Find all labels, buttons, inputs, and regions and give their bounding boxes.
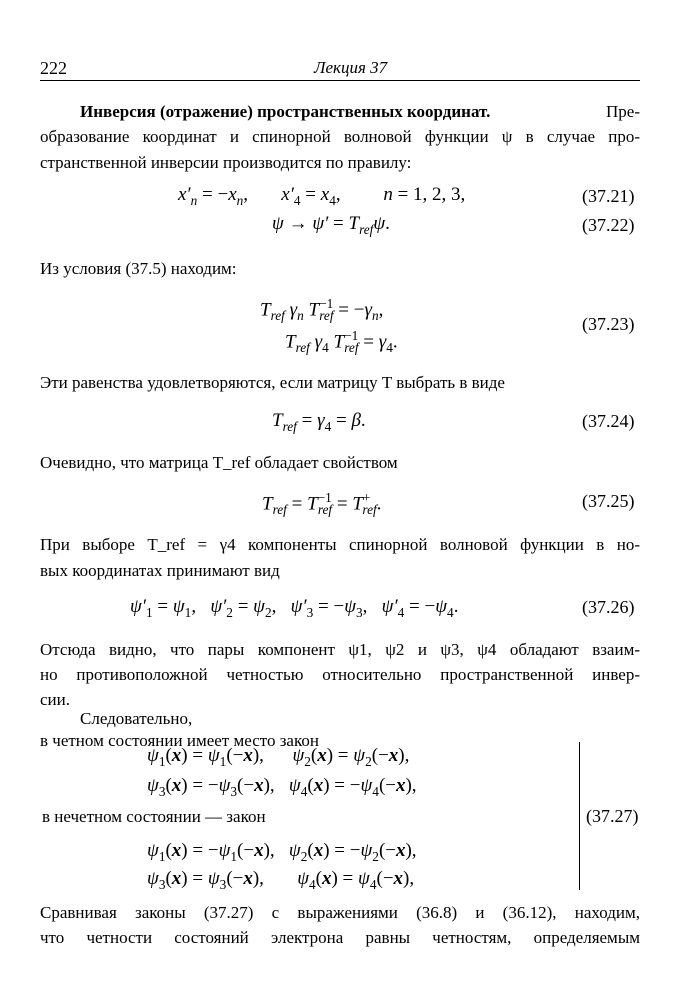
paragraph-5-line-1: При выборе T_ref = γ4 компоненты спинорной волновой функции в но-	[40, 535, 640, 554]
equation-37-25: $T_{ref} = T^{-1}_{ref} = T^+_{ref}$.	[262, 490, 382, 518]
equation-number-37-24: (37.24)	[582, 411, 635, 431]
equation-number-37-27: (37.27)	[586, 806, 639, 826]
equation-37-26: $\psi'_1 = \psi_1$, $\psi'_2 = \psi_2$, $\psi'_3 = -\psi_3$, $\psi'_4 = -\psi_4$.	[130, 596, 459, 620]
equation-group-bar	[579, 742, 580, 890]
paragraph-6-line-1: Отсюда видно, что пары компонент ψ1, ψ2 и ψ3, ψ4 обладают взаим-	[40, 640, 640, 659]
page-number: 222	[40, 58, 67, 78]
equation-37-23-line-2: $T_{ref}$ $\gamma_4$ $T^{-1}_{ref} = \gamma_4$.	[285, 328, 398, 356]
paragraph-1-line-3: странственной инверсии производится по правилу:	[40, 153, 412, 172]
equation-number-37-23: (37.23)	[582, 314, 635, 334]
even-state-text: в четном состоянии имеет место закон	[40, 731, 319, 750]
paragraph-6-line-2: но противоположной четностью относительно пространственной инвер-	[40, 665, 640, 684]
paragraph-1-line-1: Инверсия (отражение) пространственных координат. Пре-	[80, 99, 640, 125]
paragraph-2: Из условия (37.5) находим:	[40, 259, 237, 278]
equation-37-27-even-line-1: $\psi_1(x) = \psi_1(-x)$, $\psi_2(x) = \psi_2(-x)$,	[147, 745, 410, 769]
equation-37-22: $\psi \to \psi' = T_{ref}\psi$.	[272, 213, 390, 237]
odd-state-text: в нечетном состоянии — закон	[42, 807, 266, 826]
paragraph-4: Очевидно, что матрица T_ref обладает свойством	[40, 453, 398, 472]
paragraph-5-line-2: вых координатах принимают вид	[40, 561, 280, 580]
equation-37-21: $x'_n = -x_n$, $x'_4 = x_4$, n = 1, 2, 3,	[178, 184, 466, 208]
equation-37-27-odd-line-1: $\psi_1(x) = -\psi_1(-x)$, $\psi_2(x) = -\psi_2(-x)$,	[147, 840, 417, 864]
equation-number-37-21: (37.21)	[582, 186, 635, 206]
last-paragraph-line-2: что четности состояний электрона равны четностям, определяемым	[40, 928, 640, 947]
paragraph-1-line-2: образование координат и спинорной волновой функции ψ в случае про-	[40, 127, 640, 146]
equation-37-27-odd-line-2: $\psi_3(x) = \psi_3(-x)$, $\psi_4(x) = \psi_4(-x)$,	[147, 868, 415, 892]
equation-number-37-25: (37.25)	[582, 491, 635, 511]
equation-number-37-26: (37.26)	[582, 597, 635, 617]
last-paragraph-line-1: Сравнивая законы (37.27) с выражениями (36.8) и (36.12), находим,	[40, 903, 640, 922]
equation-37-23-line-1: $T_{ref}$ $\gamma_n$ $T^{-1}_{ref} = -\gamma_n$,	[260, 296, 384, 324]
equation-37-24: $T_{ref} = \gamma_4 = \beta$.	[272, 410, 366, 434]
running-title: Лекция 37	[314, 58, 388, 77]
paragraph-6-line-3: сии.	[40, 690, 70, 709]
paragraph-3: Эти равенства удовлетворяются, если матрицу T выбрать в виде	[40, 373, 505, 392]
header-rule	[40, 80, 640, 81]
section-heading: Инверсия (отражение) пространственных координат.	[80, 102, 491, 121]
equation-37-27-even-line-2: $\psi_3(x) = -\psi_3(-x)$, $\psi_4(x) = -\psi_4(-x)$,	[147, 775, 417, 799]
equation-number-37-22: (37.22)	[582, 215, 635, 235]
consequently-text: Следовательно,	[80, 709, 193, 728]
